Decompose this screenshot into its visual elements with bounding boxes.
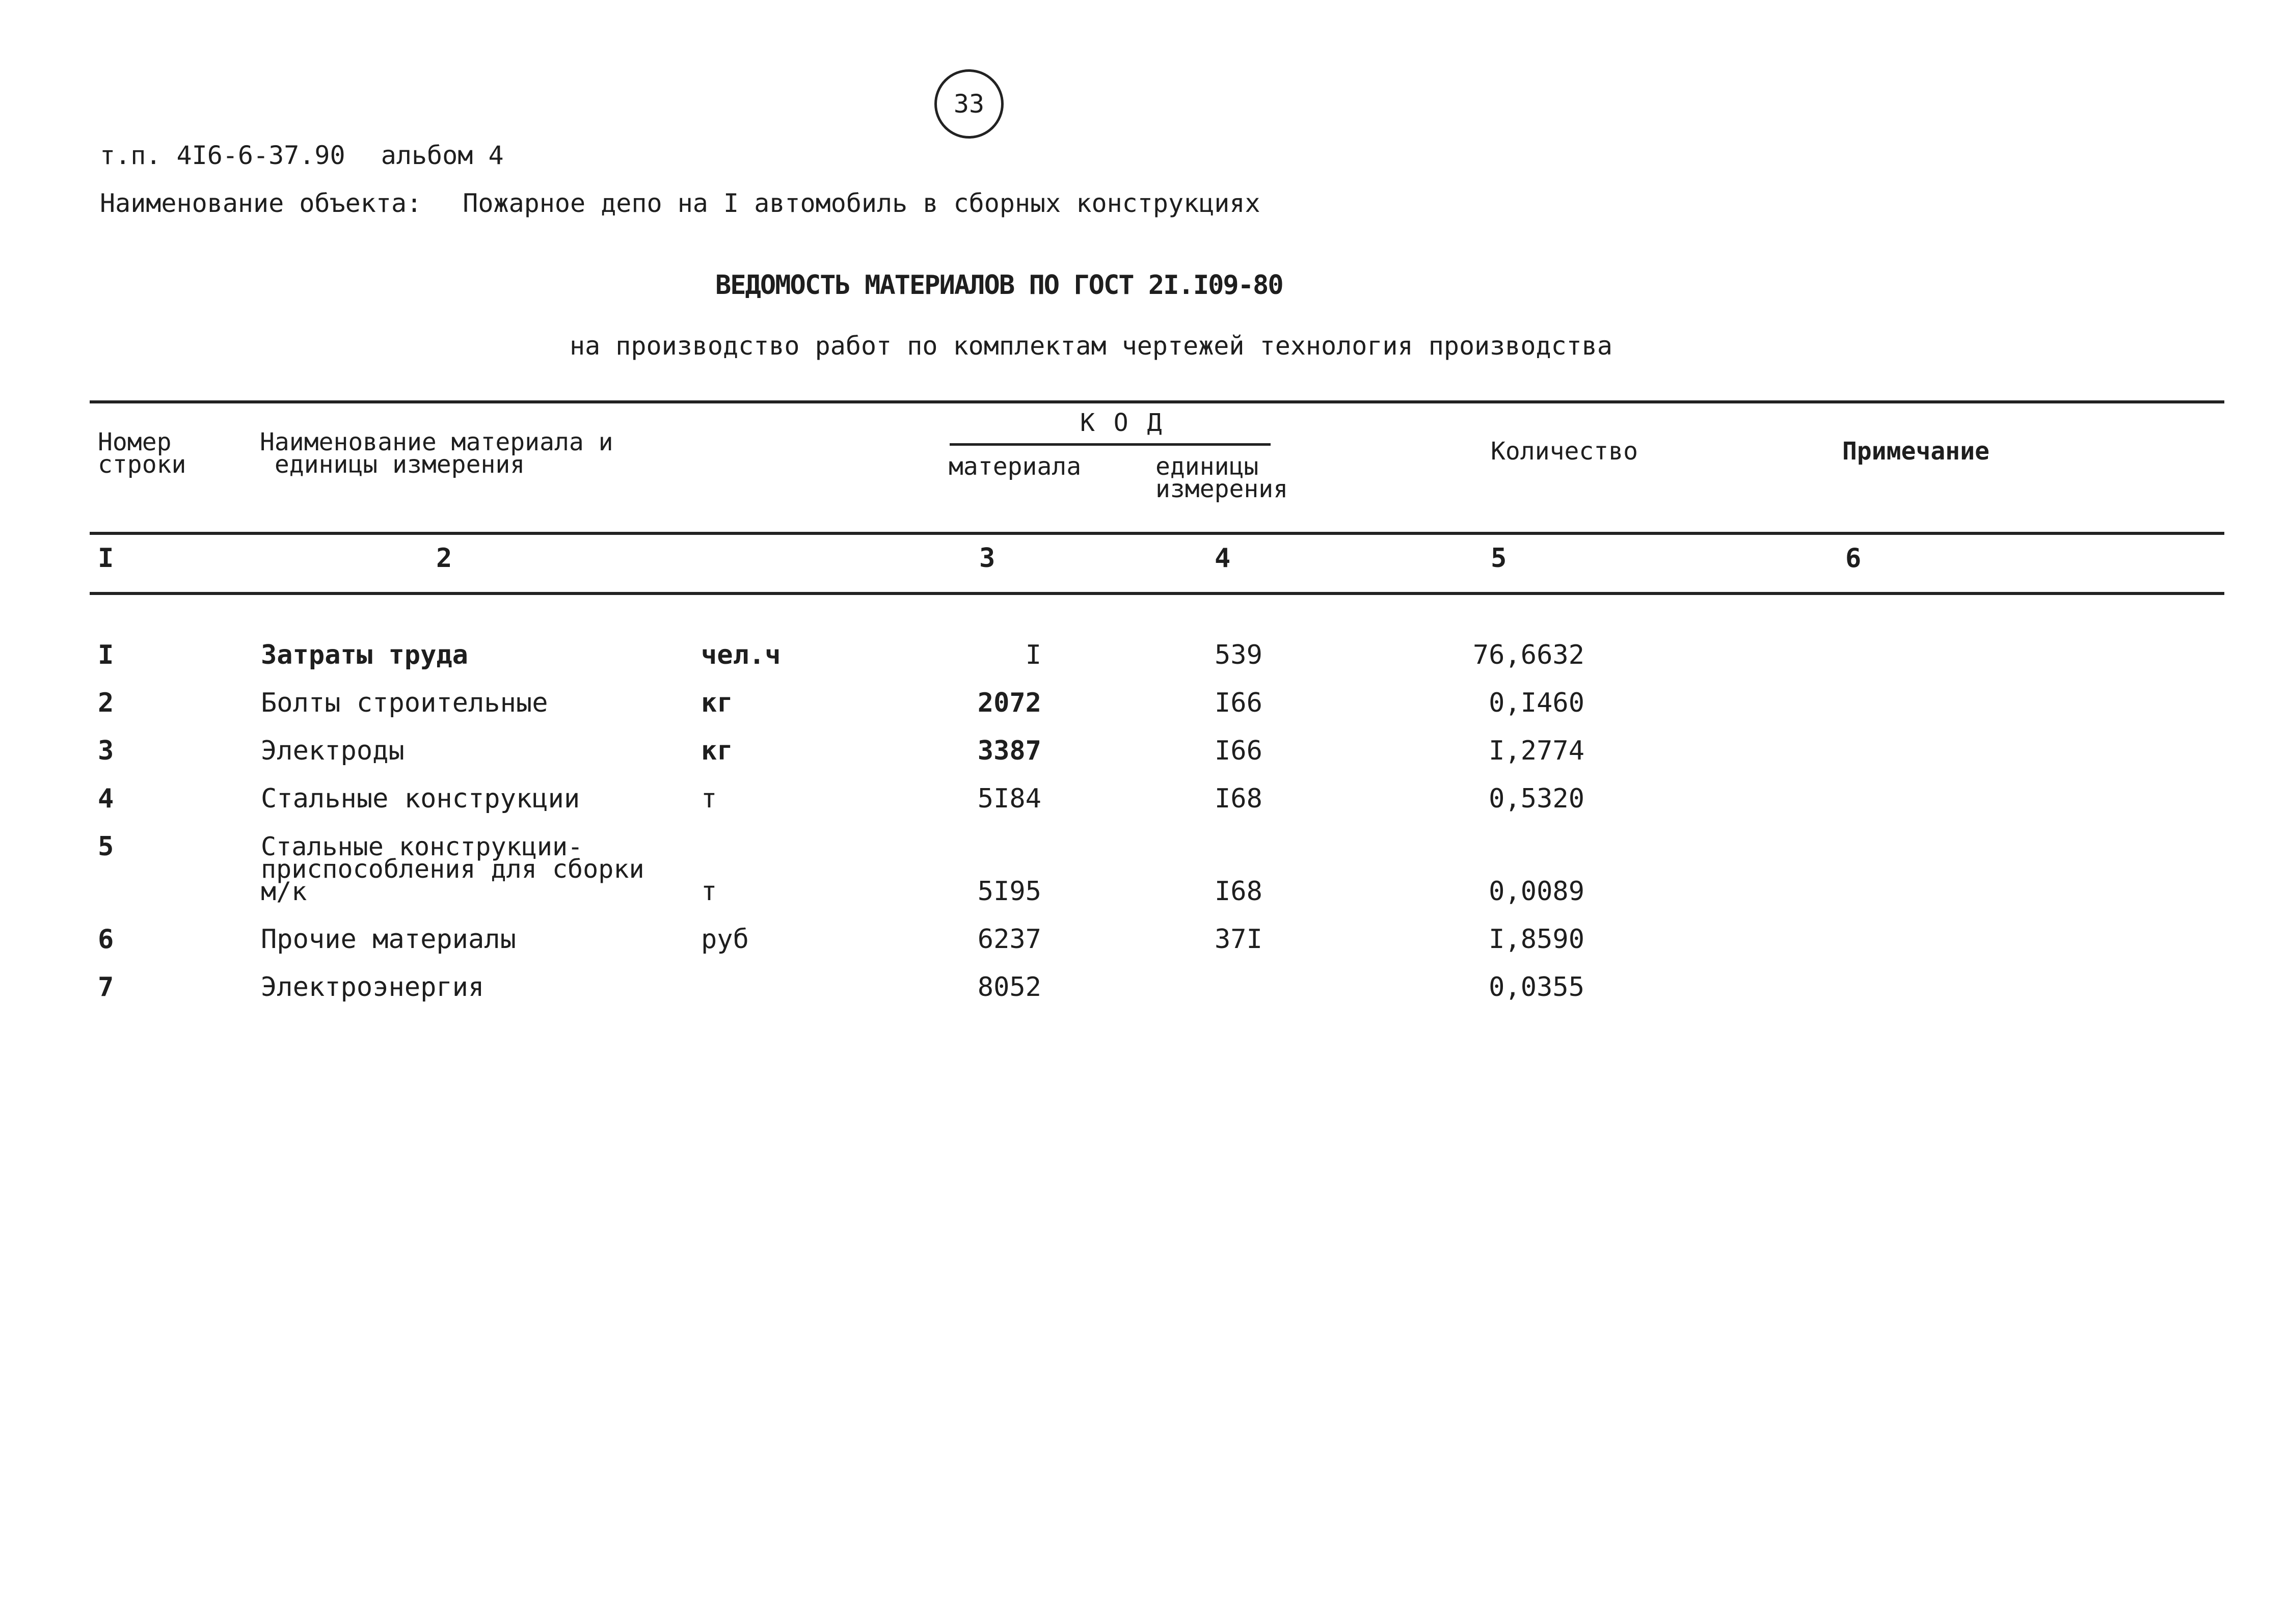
- row-number: 3: [98, 736, 114, 766]
- unit-name: руб: [701, 924, 749, 955]
- col-number-5: 5: [1491, 543, 1507, 574]
- col-header-quantity: Количество: [1491, 437, 1638, 466]
- header-bottom-rule: [90, 532, 2224, 535]
- material-code: 2072: [977, 688, 1041, 718]
- doc-ref: т.п. 4I6-6-37.90: [100, 141, 345, 170]
- unit-name: т: [701, 876, 717, 907]
- numbers-bottom-rule: [90, 592, 2224, 595]
- col-header-row-no: Номер строки: [98, 428, 186, 479]
- quantity: 0,I460: [1489, 688, 1584, 718]
- row-number: 2: [98, 688, 114, 718]
- col-header-code-material: материала: [949, 452, 1082, 481]
- object-line: [100, 188, 1260, 218]
- row-number: 5: [98, 831, 114, 862]
- material-code: 6237: [977, 924, 1041, 955]
- col-number-3: 3: [979, 543, 995, 574]
- page-number: 33: [953, 89, 985, 119]
- row-number: 4: [98, 783, 114, 814]
- material-name: Стальные конструкции- приспособления для сборки м/к: [261, 832, 644, 906]
- document-title: ВЕДОМОСТЬ МАТЕРИАЛОВ ПО ГОСТ 2I.I09-80: [715, 270, 1283, 301]
- unit-code: I68: [1215, 783, 1262, 814]
- material-code: 8052: [977, 972, 1041, 1003]
- unit-name: т: [701, 783, 717, 814]
- material-name: Электроды: [261, 736, 405, 766]
- album-label: альбом 4: [381, 141, 504, 170]
- row-number: I: [98, 640, 114, 670]
- quantity: 0,5320: [1489, 783, 1584, 814]
- material-name: Электроэнергия: [261, 972, 485, 1003]
- col-header-note: Примечание: [1842, 437, 1989, 466]
- quantity: 0,0089: [1489, 876, 1584, 907]
- col-number-6: 6: [1845, 543, 1862, 574]
- page-number-badge: [934, 69, 1004, 139]
- material-code: 5I84: [977, 783, 1041, 814]
- table-top-rule: [90, 400, 2224, 403]
- object-name: Пожарное депо на I автомобиль в сборных конструкциях: [463, 188, 1260, 218]
- row-number: 6: [98, 924, 114, 955]
- unit-code: 539: [1215, 640, 1262, 670]
- col-number-4: 4: [1215, 543, 1231, 574]
- unit-code: I66: [1215, 688, 1262, 718]
- unit-name: кг: [701, 736, 733, 766]
- material-name: Затраты труда: [261, 640, 468, 670]
- quantity: I,2774: [1489, 736, 1584, 766]
- document-subtitle: на производство работ по комплектам чертежей технология производства: [570, 331, 1612, 361]
- material-code: I: [1025, 640, 1041, 670]
- object-label: Наименование объекта:: [100, 188, 422, 218]
- unit-code: I68: [1215, 876, 1262, 907]
- material-name: Прочие материалы: [261, 924, 516, 955]
- doc-reference: [100, 141, 504, 170]
- material-name: Стальные конструкции: [261, 783, 580, 814]
- col-number-2: 2: [436, 543, 452, 574]
- row-number: 7: [98, 972, 114, 1003]
- unit-code: I66: [1215, 736, 1262, 766]
- material-code: 5I95: [977, 876, 1041, 907]
- col-header-material: Наименование материала и единицы измерения: [260, 428, 613, 479]
- quantity: 0,0355: [1489, 972, 1584, 1003]
- unit-name: кг: [701, 688, 733, 718]
- quantity: 76,6632: [1472, 640, 1584, 670]
- col-number-1: I: [98, 543, 114, 574]
- material-code: 3387: [977, 736, 1041, 766]
- unit-code: 37I: [1215, 924, 1262, 955]
- material-name: Болты строительные: [261, 688, 548, 718]
- col-header-code: К О Д: [1080, 409, 1164, 437]
- col-header-code-unit: единицы измерения: [1155, 452, 1288, 503]
- code-group-rule: [950, 443, 1271, 446]
- quantity: I,8590: [1489, 924, 1584, 955]
- unit-name: чел.ч: [701, 640, 781, 670]
